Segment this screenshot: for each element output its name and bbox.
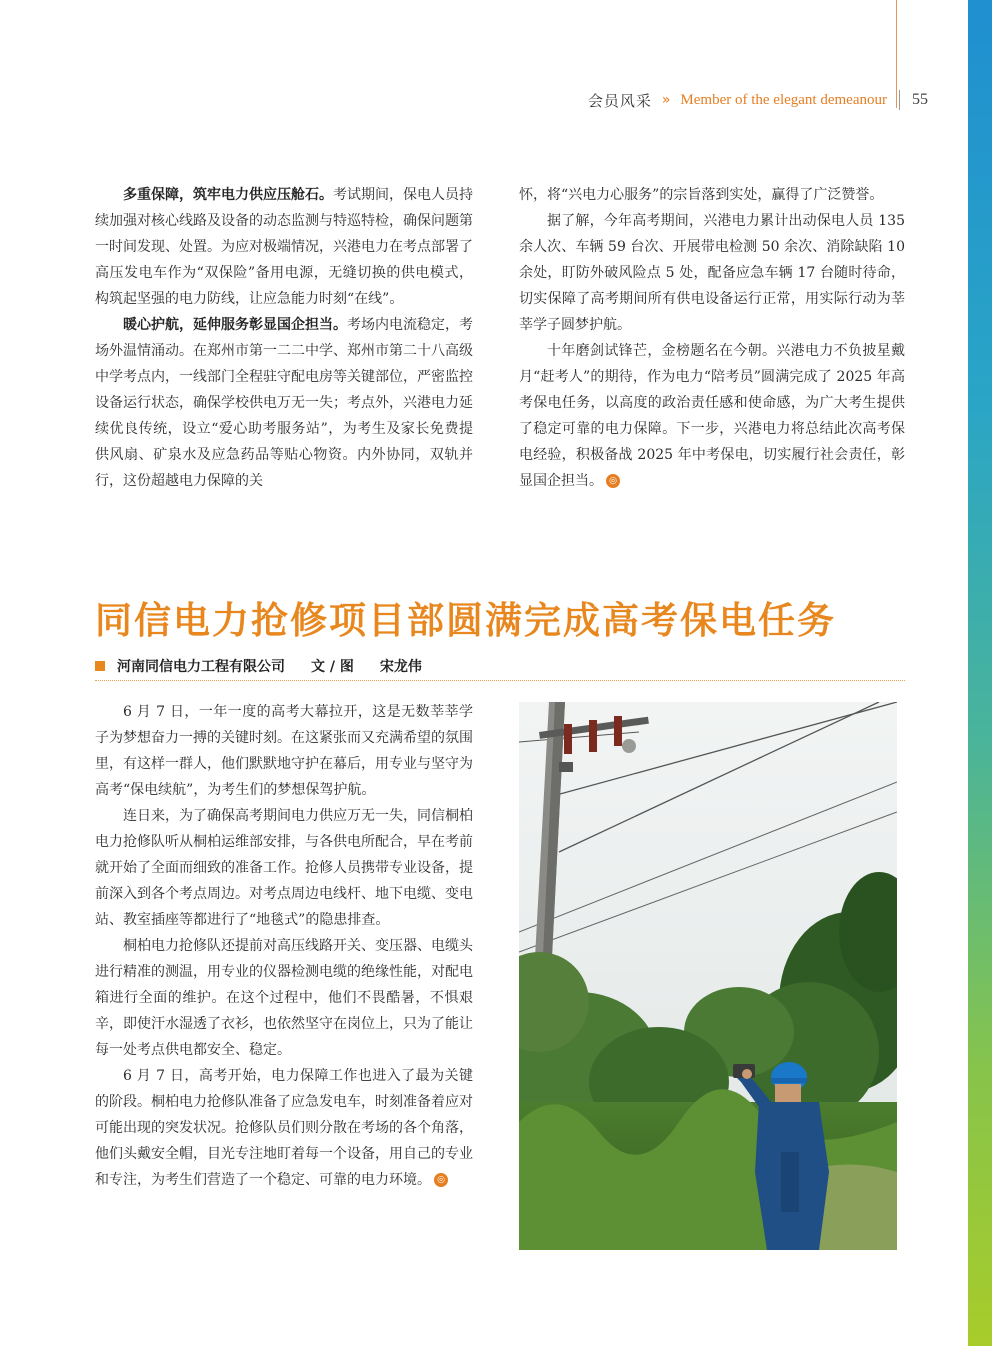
paragraph-lead: 暖心护航，延伸服务彰显国企担当。 (123, 317, 347, 333)
side-gradient-band (968, 0, 992, 1346)
section-name-cn: 会员风采 (587, 91, 652, 110)
end-mark-icon: ◎ (606, 474, 620, 488)
article-photo (519, 702, 897, 1250)
square-bullet-icon (95, 661, 105, 671)
header-separator (899, 90, 900, 110)
end-mark-icon: ◎ (434, 1173, 448, 1187)
paragraph-text: 考场内电流稳定，考场外温情涌动。在郑州市第一二二中学、郑州市第二十八高级中学考点内，一线部门全程驻守配电房等关键部位，严密监控设备运行状态，确保学校供电万无一失；考点外，兴港电力延续优良传统，设立“爱心助考服务站”，为考生及家长免费提供风扇、矿泉水及应急药品等贴心物资。内外协同，双轨并行，这份超越电力保障的关 (95, 317, 473, 489)
article-title: 同信电力抢修项目部圆满完成高考保电任务 (95, 599, 836, 642)
paragraph: 据了解，今年高考期间，兴港电力累计出动保电人员 135 余人次、车辆 59 台次、开展带电检测 50 余次、消除缺陷 10 余处，盯防外破风险点 5 处，配备应急车辆 17 台随时待命，切实保障了高考期间所有供电设备运行正常，用实际行动为莘莘学子圆梦护航。 (519, 213, 905, 333)
section-name-en: Member of the elegant demeanour (680, 91, 887, 108)
byline (95, 654, 905, 678)
paragraph-text: 6 月 7 日，高考开始，电力保障工作也进入了最为关键的阶段。桐柏电力抢修队准备了应急发电车，时刻准备着应对可能出现的突发状况。抢修队员们则分散在考场的各个角落，他们头戴安全帽，目光专注地盯着每一个设备，用自己的专业和专注，为考生们营造了一个稳定、可靠的电力环境。 (95, 1068, 473, 1188)
byline-role: 文 / 图 (311, 659, 354, 675)
byline-company: 河南同信电力工程有限公司 (117, 659, 285, 675)
paragraph (95, 312, 473, 494)
paragraph (519, 338, 905, 494)
article2-body-column (95, 699, 473, 1193)
running-header (588, 88, 928, 112)
paragraph-continuation: 怀，将“兴电力心服务”的宗旨落到实处，赢得了广泛赞誉。 (519, 187, 884, 203)
paragraph (95, 1063, 473, 1193)
paragraph (95, 182, 473, 312)
photo-illustration (519, 702, 897, 1250)
article1-right-column (519, 182, 905, 494)
paragraph-text: 十年磨剑试锋芒，金榜题名在今朝。兴港电力不负披星戴月“赶考人”的期待，作为电力“陪考员”圆满完成了 2025 年高考保电任务，以高度的政治责任感和使命感，为广大考生提供了稳定可靠的电力保障。下一步，兴港电力将总结此次高考保电经验，积极备战 2025 年中考保电，切实履行社会责任，彰显国企担当。 (519, 343, 905, 489)
paragraph: 6 月 7 日，一年一度的高考大幕拉开，这是无数莘莘学子为梦想奋力一搏的关键时刻。在这紧张而又充满希望的氛围里，有这样一群人，他们默默地守护在幕后，用专业与坚守为高考“保电续航”，为考生们的梦想保驾护航。 (95, 704, 473, 798)
paragraph: 连日来，为了确保高考期间电力供应万无一失，同信桐柏电力抢修队听从桐柏运维部安排，与各供电所配合，早在考前就开始了全面而细致的准备工作。抢修人员携带专业设备，提前深入到各个考点周边。对考点周边电线杆、地下电缆、变电站、教室插座等都进行了“地毯式”的隐患排查。 (95, 808, 473, 928)
paragraph: 桐柏电力抢修队还提前对高压线路开关、变压器、电缆头进行精准的测温，用专业的仪器检测电缆的绝缘性能，对配电箱进行全面的维护。在这个过程中，他们不畏酷暑，不惧艰辛，即使汗水湿透了衣衫，也依然坚守在岗位上，只为了能让每一处考点供电都安全、稳定。 (95, 938, 473, 1058)
article1-left-column (95, 182, 473, 494)
page-number: 55 (912, 91, 928, 108)
byline-author: 宋龙伟 (379, 659, 422, 675)
chevron-icon: » (661, 92, 671, 108)
paragraph-text: 考试期间，保电人员持续加强对核心线路及设备的动态监测与特巡特检，确保问题第一时间发现、处置。为应对极端情况，兴港电力在考点部署了高压发电车作为“双保险”备用电源，无缝切换的供电模式，构筑起坚强的电力防线，让应急能力时刻“在线”。 (95, 187, 473, 307)
dotted-divider (95, 680, 905, 681)
paragraph-lead: 多重保障，筑牢电力供应压舱石。 (123, 187, 333, 203)
